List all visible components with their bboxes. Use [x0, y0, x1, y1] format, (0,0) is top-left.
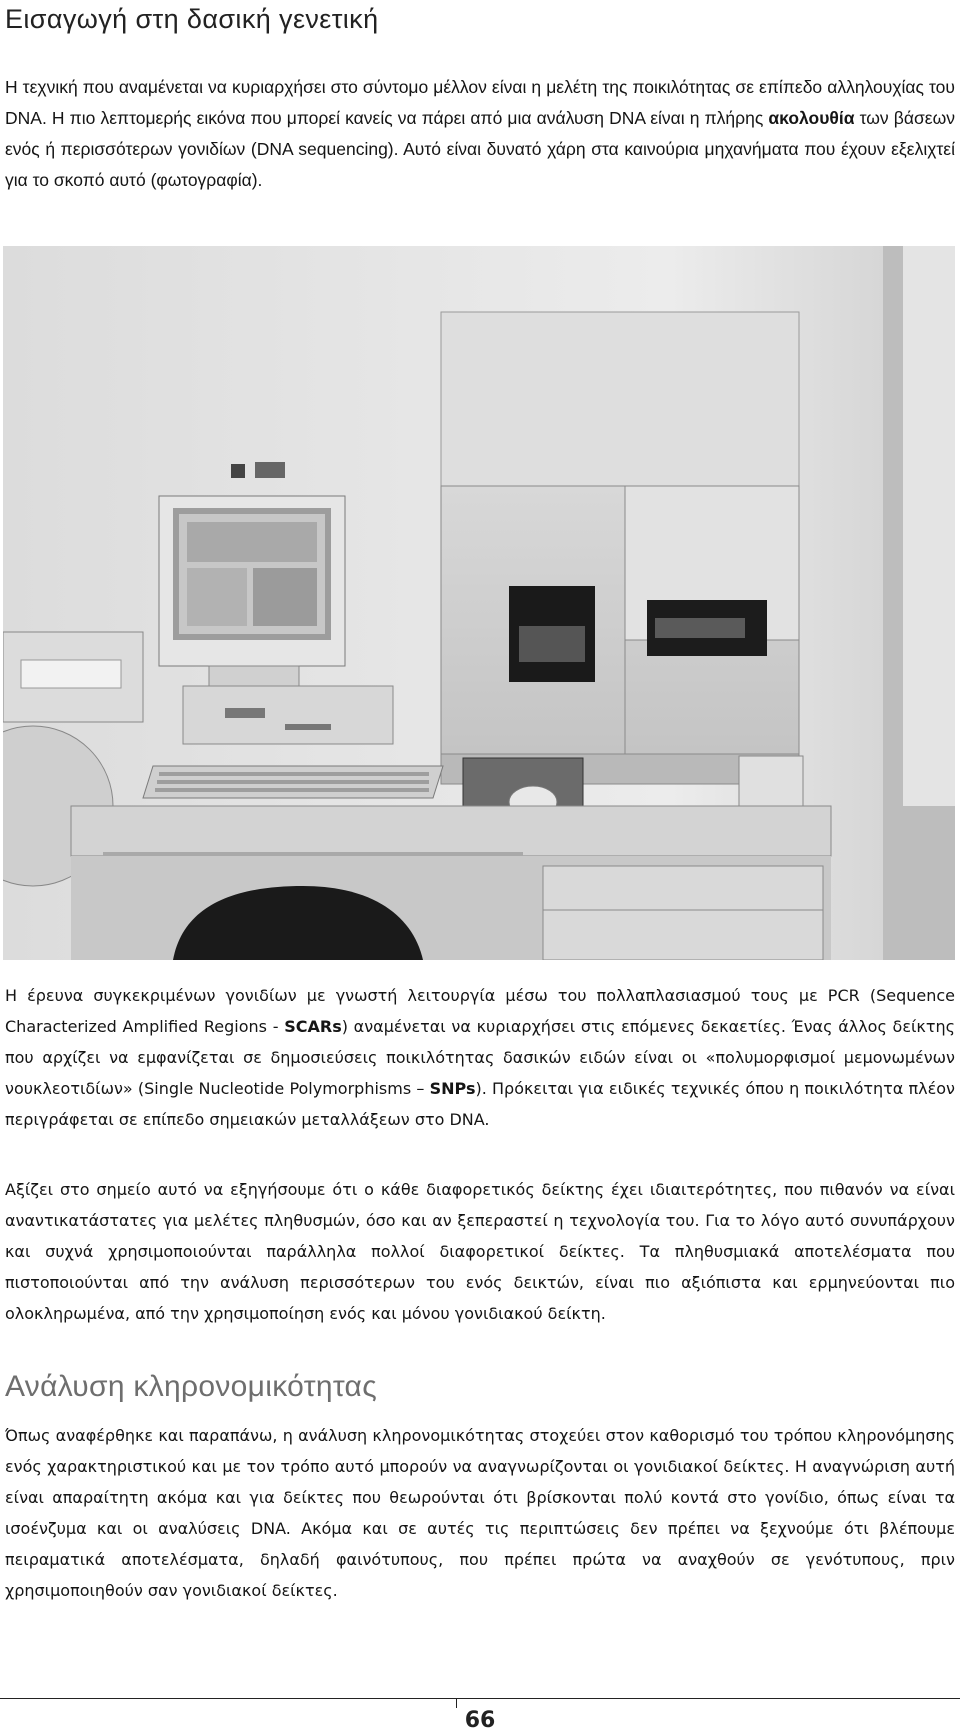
- intro-text-2: των βάσεων ενός ή περισσότερων γονιδίων (DNA sequencing). Αυτό είναι δυνατό χάρη στα καινούρια μηχανήματα που έχουν εξελιχτεί για το σκοπό αυτό (φωτογραφία).: [5, 108, 955, 190]
- footer-divider: [0, 1698, 960, 1699]
- intro-text-1: Η τεχνική που αναμένεται να κυριαρχήσει στο σύντομο μέλλον είναι η μελέτη της ποικιλότητας σε επίπεδο αλληλουχίας του DNA. Η πιο λεπτομερής εικόνα που μπορεί κανείς να πάρει από μια ανάλυση DNA είναι η πλήρης: [5, 77, 955, 128]
- section-heading: Ανάλυση κληρονομικότητας: [5, 1370, 377, 1403]
- markers-text-1: Η έρευνα συγκεκριμένων γονιδίων με γνωστή λειτουργία μέσω του πολλαπλασιασμού τους με PCR (Sequence Characterized Amplified Regions -: [5, 986, 955, 1036]
- intro-paragraph: [5, 72, 955, 196]
- scars-term: SCARs: [284, 1017, 342, 1036]
- intro-bold-term: ακολουθία: [768, 108, 855, 128]
- snps-term: SNPs: [429, 1079, 476, 1098]
- sequencer-photo: [3, 246, 955, 960]
- reliability-paragraph: Αξίζει στο σημείο αυτό να εξηγήσουμε ότι ο κάθε διαφορετικός δείκτης έχει ιδιαιτερότητες, που πιθανόν να είναι αναντικατάστατες για μελέτες πληθυσμών, όσο και αν ξεπεραστεί η τεχνολογία του. Για το λόγο αυτό συνυπάρχουν και συχνά χρησιμοποιούνται παράλληλα πολλοί διαφορετικοί δείκτες. Τα πληθυσμιακά αποτελέσματα που πιστοποιούνται από την ανάλυση περισσότερων του ενός δεικτών, είναι πιο αξιόπιστα και ερμηνεύονται πιο ολοκληρωμένα, από την χρησιμοποίηση ενός και μόνου γονιδιακού δείκτη.: [5, 1180, 955, 1323]
- inheritance-paragraph: Όπως αναφέρθηκε και παραπάνω, η ανάλυση κληρονομικότητας στοχεύει στον καθορισμό του τρόπου κληρονόμησης ενός χαρακτηριστικού και με τον τρόπο αυτό μπορούν να αναγνωρίζονται οι γονιδιακοί δείκτες. Η αναγνώριση αυτή είναι απαραίτητη ακόμα και για δείκτες που θεωρούνται ότι βρίσκονται πολύ κοντά στο γονίδιο, όπως είναι τα ισοένζυμα και οι αναλύσεις DNA. Ακόμα και σε αυτές τις περιπτώσεις δεν πρέπει να ξεχνούμε ότι βλέπουμε πειραματικά αποτελέσματα, δηλαδή φαινότυπους, που πρέπει πρώτα να αναχθούν σε γενότυπους, πριν χρησιμοποιηθούν σαν γονιδιακοί δείκτες.: [5, 1426, 955, 1600]
- markers-text-2: ) αναμένεται να κυριαρχήσει στις επόμενες δεκαετίες. Ένας άλλος δείκτης που αρχίζει να εμφανίζεται σε δημοσιεύσεις ποικιλότητας δασικών ειδών είναι οι «πολυμορφισμοί μεμονωμένων νουκλεοτιδίων» (Single Nucleotide Polymorphisms –: [5, 1017, 956, 1098]
- footer-divider-tick: [456, 1698, 457, 1708]
- page-number: 66: [464, 1708, 496, 1733]
- markers-paragraph: [5, 980, 955, 1135]
- sequencer-photo-illustration: [3, 246, 955, 960]
- page-heading: Εισαγωγή στη δασική γενετική: [5, 4, 379, 34]
- markers-text-3: ). Πρόκειται για ειδικές τεχνικές όπου η ποικιλότητα πλέον περιγράφεται σε επίπεδο σημειακών μεταλλάξεων στο DNA.: [5, 1079, 955, 1129]
